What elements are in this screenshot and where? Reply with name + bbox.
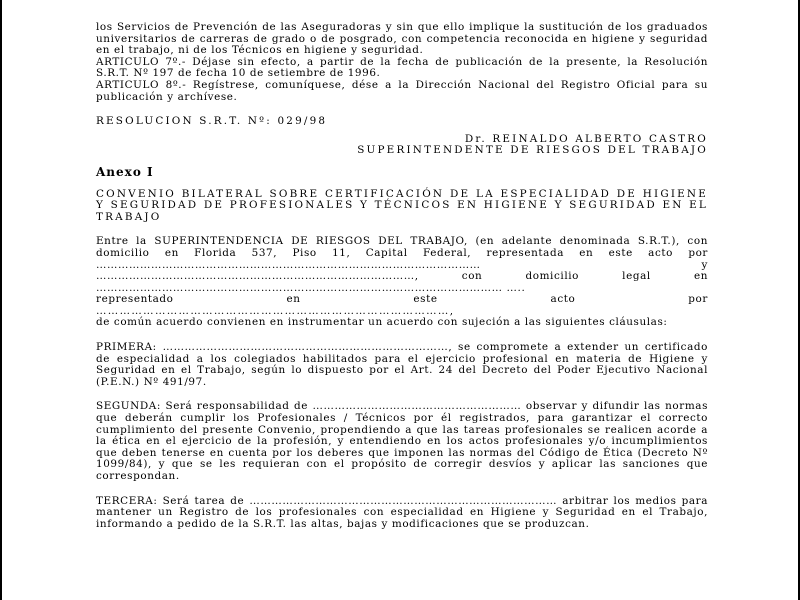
signer-title: SUPERINTENDENTE DE RIESGOS DEL TRABAJO [357,144,708,157]
intro-paragraph: Entre la SUPERINTENDENCIA DE RIESGOS DEL TRABAJO, (en adelante denominada S.R.T.), con domicilio en Florida 537, Piso 11, Capital Federal, representada en este acto por …………………………………………………………………………………………… y ……………………………………………………………………………, con domicilio legal en ………………………………………………………………………………………………… ….. [96,235,708,294]
represented-dots: ………………………………………………………………………………, [96,304,455,317]
clause-tercera: TERCERA: Será tarea de ………………………………………………………………………… arbitrar los medios para mantener un Registro de los profesionales con especialidad en Higiene y Seguridad en el Trabajo, informando a pedido de la S.R.T. las altas, bajas y modificaciones que se produzcan. [96,494,708,530]
agreement-title: CONVENIO BILATERAL SOBRE CERTIFICACIÓN DE LA ESPECIALIDAD DE HIGIENE Y SEGURIDAD DE PROFESIONALES Y TÉCNICOS EN HIGIENE Y SEGURIDAD EN EL TRABAJO [96,187,708,223]
represented-word: este [413,293,438,306]
annex-title: Anexo I [96,164,154,179]
represented-word: acto [550,293,576,306]
common-agreement: de común acuerdo convienen en instrumentar un acuerdo con sujeción a las siguientes cláusulas: [96,316,668,329]
represented-word: en [286,293,301,306]
document-page [96,22,708,530]
clause-primera: PRIMERA: ……………………………………………………………………, se compromete a extender un certificado de especialidad a los colegiados habilitados para el ejercicio profesional en materia de Higiene y Seguridad en el Trabajo, según lo dispuesto por el Art. 24 del Decreto del Poder Ejecutivo Nacional (P.E.N.) Nº 491/97. [96,341,708,388]
represented-word: por [688,293,708,306]
clause-segunda: SEGUNDA: Será responsabilidad de ………………………………………………… observar y difundir las normas que deberán cumplir los Profesionales / Técnicos por él registrados, para garantizar el correcto cumplimiento del presente Convenio, propendiendo a que las tareas profesionales se realicen acorde a la ética en el ejercicio de la profesión, y entendiendo en los actos profesionales y/o incumplimientos que deben tenerse en cuenta por los deberes que imponen las normas del Código de Ética (Decreto Nº 1099/84), y que se les requieran con el propósito de corregir desvíos y aplicar las sanciones que correspondan. [96,400,708,482]
article-7: ARTICULO 7º.- Déjase sin efecto, a partir de la fecha de publicación de la presente, la Resolución S.R.T. Nº 197 de fecha 10 de setiembre de 1996. [96,55,708,80]
article-8: ARTICULO 8º.- Regístrese, comuníquese, dése a la Dirección Nacional del Registro Oficial para su publicación y archívese. [96,78,708,103]
signer-name: Dr. REINALDO ALBERTO CASTRO [464,132,708,145]
represented-word: representado [96,293,174,306]
paragraph-prevention: los Servicios de Prevención de las Aseguradoras y sin que ello implique la sustitución de los graduados universitarios de carreras de grado o de posgrado, con competencia reconocida en higiene y seguridad en el trabajo, ni de los Técnicos en higiene y seguridad. [96,21,708,57]
resolution-number: RESOLUCION S.R.T. Nº: 029/98 [96,115,328,128]
page-border-left [0,0,2,600]
